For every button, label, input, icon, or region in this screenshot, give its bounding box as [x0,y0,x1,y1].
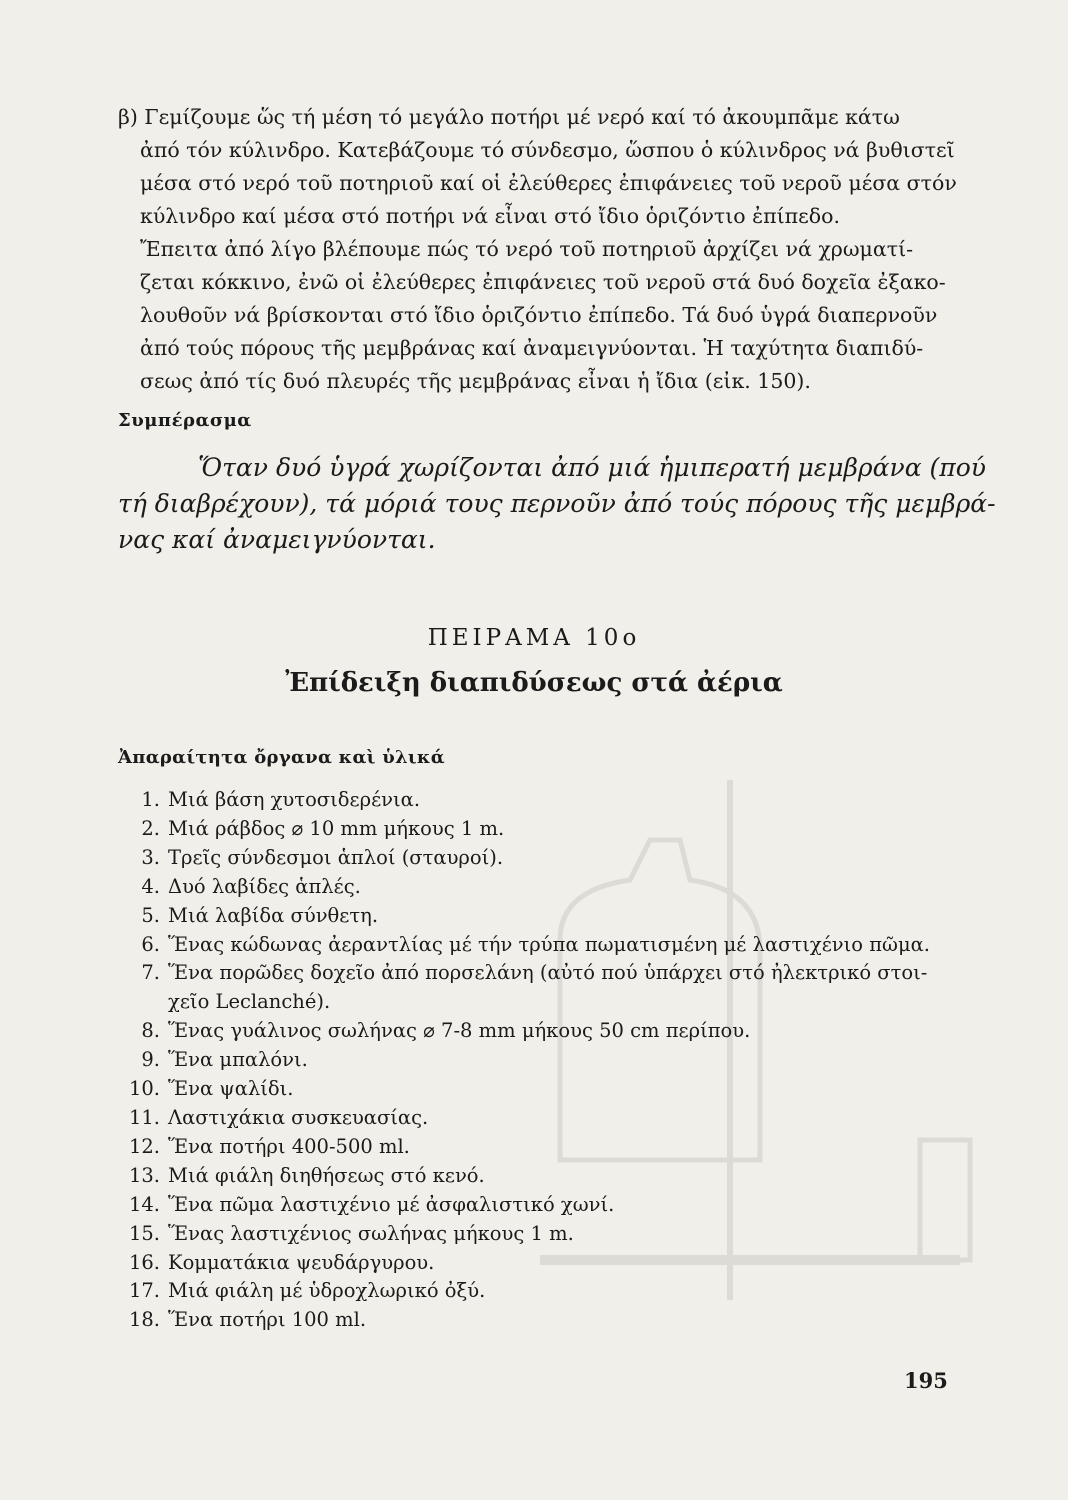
text-line: μέσα στό νερό τοῦ ποτηριοῦ καί οἱ ἐλεύθερες ἐπιφάνειες τοῦ νεροῦ μέσα στόν [140,171,957,195]
item-number: 4. [141,874,160,898]
list-item [118,1162,1018,1191]
item-number: 1. [141,788,160,811]
item-text: Λαστιχάκια συσκευασίας. [168,1105,429,1129]
item-number: 18. [128,1308,160,1332]
text-line: β) Γεμίζουμε ὥς τή μέση τό μεγάλο ποτήρι μέ νερό καί τό ἀκουμπᾶμε κάτω [118,105,900,129]
item-text: Ἕνα ψαλίδι. [168,1077,294,1101]
item-number: 13. [128,1163,160,1187]
item-number: 16. [128,1250,160,1274]
conclusion-heading: Συμπέρασμα [118,410,252,431]
item-text: Ἕνα πορῶδες δοχεῖο ἀπό πορσελάνη (αὐτό πού ὑπάρχει στό ἠλεκτρικό στοι- [168,961,928,985]
list-item [118,844,1018,873]
conclusion-line: νας καί ἀναμειγνύονται. [118,525,436,554]
item-text: Ἕνας λαστιχένιος σωλήνας μήκους 1 m. [168,1221,574,1245]
item-text: Κομματάκια ψευδάργυρου. [168,1250,435,1274]
item-number: 11. [128,1105,160,1129]
page-number: 195 [904,1368,948,1393]
list-item [118,1220,1018,1249]
item-number: 15. [128,1221,160,1245]
experiment-subtitle: Ἐπίδειξη διαπιδύσεως στά ἀέρια [285,668,783,698]
item-text: Μιά φιάλη μέ ὑδροχλωρικό ὀξύ. [168,1279,486,1303]
item-number: 10. [128,1077,160,1101]
text-line: ἀπό τόν κύλινδρο. Κατεβάζουμε τό σύνδεσμο, ὥσπου ὁ κύλινδρος νά βυθιστεῖ [140,138,955,162]
list-item [118,1046,1018,1075]
list-item [118,1277,1018,1306]
conclusion-line: τή διαβρέχουν), τά μόριά τους περνοῦν ἀπό τούς πόρους τῆς μεμβρά- [118,489,996,518]
list-item [118,1191,1018,1220]
text-line: ἀπό τούς πόρους τῆς μεμβράνας καί ἀναμειγνύονται. Ἡ ταχύτητα διαπιδύ- [140,336,924,360]
list-item [118,815,1018,844]
list-item [118,1017,1018,1046]
list-item [118,786,1018,815]
item-text: Ἕνα ποτήρι 100 ml. [168,1308,367,1332]
conclusion-line: Ὅταν δυό ὑγρά χωρίζονται ἀπό μιά ἡμιπερατή μεμβράνα (πού [198,453,986,482]
list-item [118,1133,1018,1162]
text-line: ζεται κόκκινο, ἐνῶ οἱ ἐλεύθερες ἐπιφάνειες τοῦ νεροῦ στά δυό δοχεῖα ἐξακο- [140,270,946,294]
item-text: Ἕνα μπαλόνι. [168,1048,308,1072]
materials-list [118,786,1018,1335]
list-item [118,931,1018,960]
item-number: 12. [128,1134,160,1158]
text-line: λουθοῦν νά βρίσκονται στό ἴδιο ὁριζόντιο ἐπίπεδο. Τά δυό ὑγρά διαπερνοῦν [140,303,938,327]
item-text-continuation: χεῖο Leclanché). [168,990,331,1014]
list-item [118,902,1018,931]
item-number: 5. [141,903,160,927]
list-item [118,1306,1018,1335]
text-line: σεως ἀπό τίς δυό πλευρές τῆς μεμβράνας εἶναι ἡ ἴδια (εἰκ. 150). [140,369,811,393]
conclusion-text [118,450,996,558]
experiment-title: ΠΕΙΡΑΜΑ 10ο [427,625,641,651]
item-text: Μιά ράβδος ⌀ 10 mm μήκους 1 m. [168,816,505,840]
list-item-continuation [118,988,1018,1017]
item-text: Τρεῖς σύνδεσμοι ἁπλοί (σταυροί). [168,845,504,869]
item-text: Ἕνας κώδωνας ἀεραντλίας μέ τήν τρύπα πωματισμένη μέ λαστιχένιο πῶμα. [168,932,930,956]
list-item [118,959,1018,988]
item-text: Μιά βάση χυτοσιδερένια. [168,788,421,811]
item-text: Ἕνας γυάλινος σωλήνας ⌀ 7-8 mm μήκους 50 cm περίπου. [168,1019,751,1043]
item-text: Ἕνα πῶμα λαστιχένιο μέ ἀσφαλιστικό χωνί. [168,1192,615,1216]
text-line: κύλινδρο καί μέσα στό ποτήρι νά εἶναι στό ἴδιο ὁριζόντιο ἐπίπεδο. [140,204,840,228]
item-number: 6. [141,932,160,956]
item-number: 3. [141,845,160,869]
text-line: Ἔπειτα ἀπό λίγο βλέπουμε πώς τό νερό τοῦ ποτηριοῦ ἀρχίζει νά χρωματί- [140,237,914,261]
item-number: 14. [128,1192,160,1216]
materials-heading: Ἀπαραίτητα ὄργανα καὶ ὑλικά [118,747,445,768]
item-number: 2. [141,816,160,840]
item-number: 9. [141,1048,160,1072]
item-text: Μιά λαβίδα σύνθετη. [168,903,379,927]
item-text: Μιά φιάλη διηθήσεως στό κενό. [168,1163,485,1187]
item-text: Δυό λαβίδες ἁπλές. [168,874,361,898]
list-item [118,1249,1018,1278]
list-item [118,1104,1018,1133]
paragraph-b [118,101,960,398]
item-number: 8. [141,1019,160,1043]
list-item [118,873,1018,902]
list-item [118,1075,1018,1104]
item-number: 7. [141,961,160,985]
item-number: 17. [128,1279,160,1303]
item-text: Ἕνα ποτήρι 400-500 ml. [168,1134,410,1158]
